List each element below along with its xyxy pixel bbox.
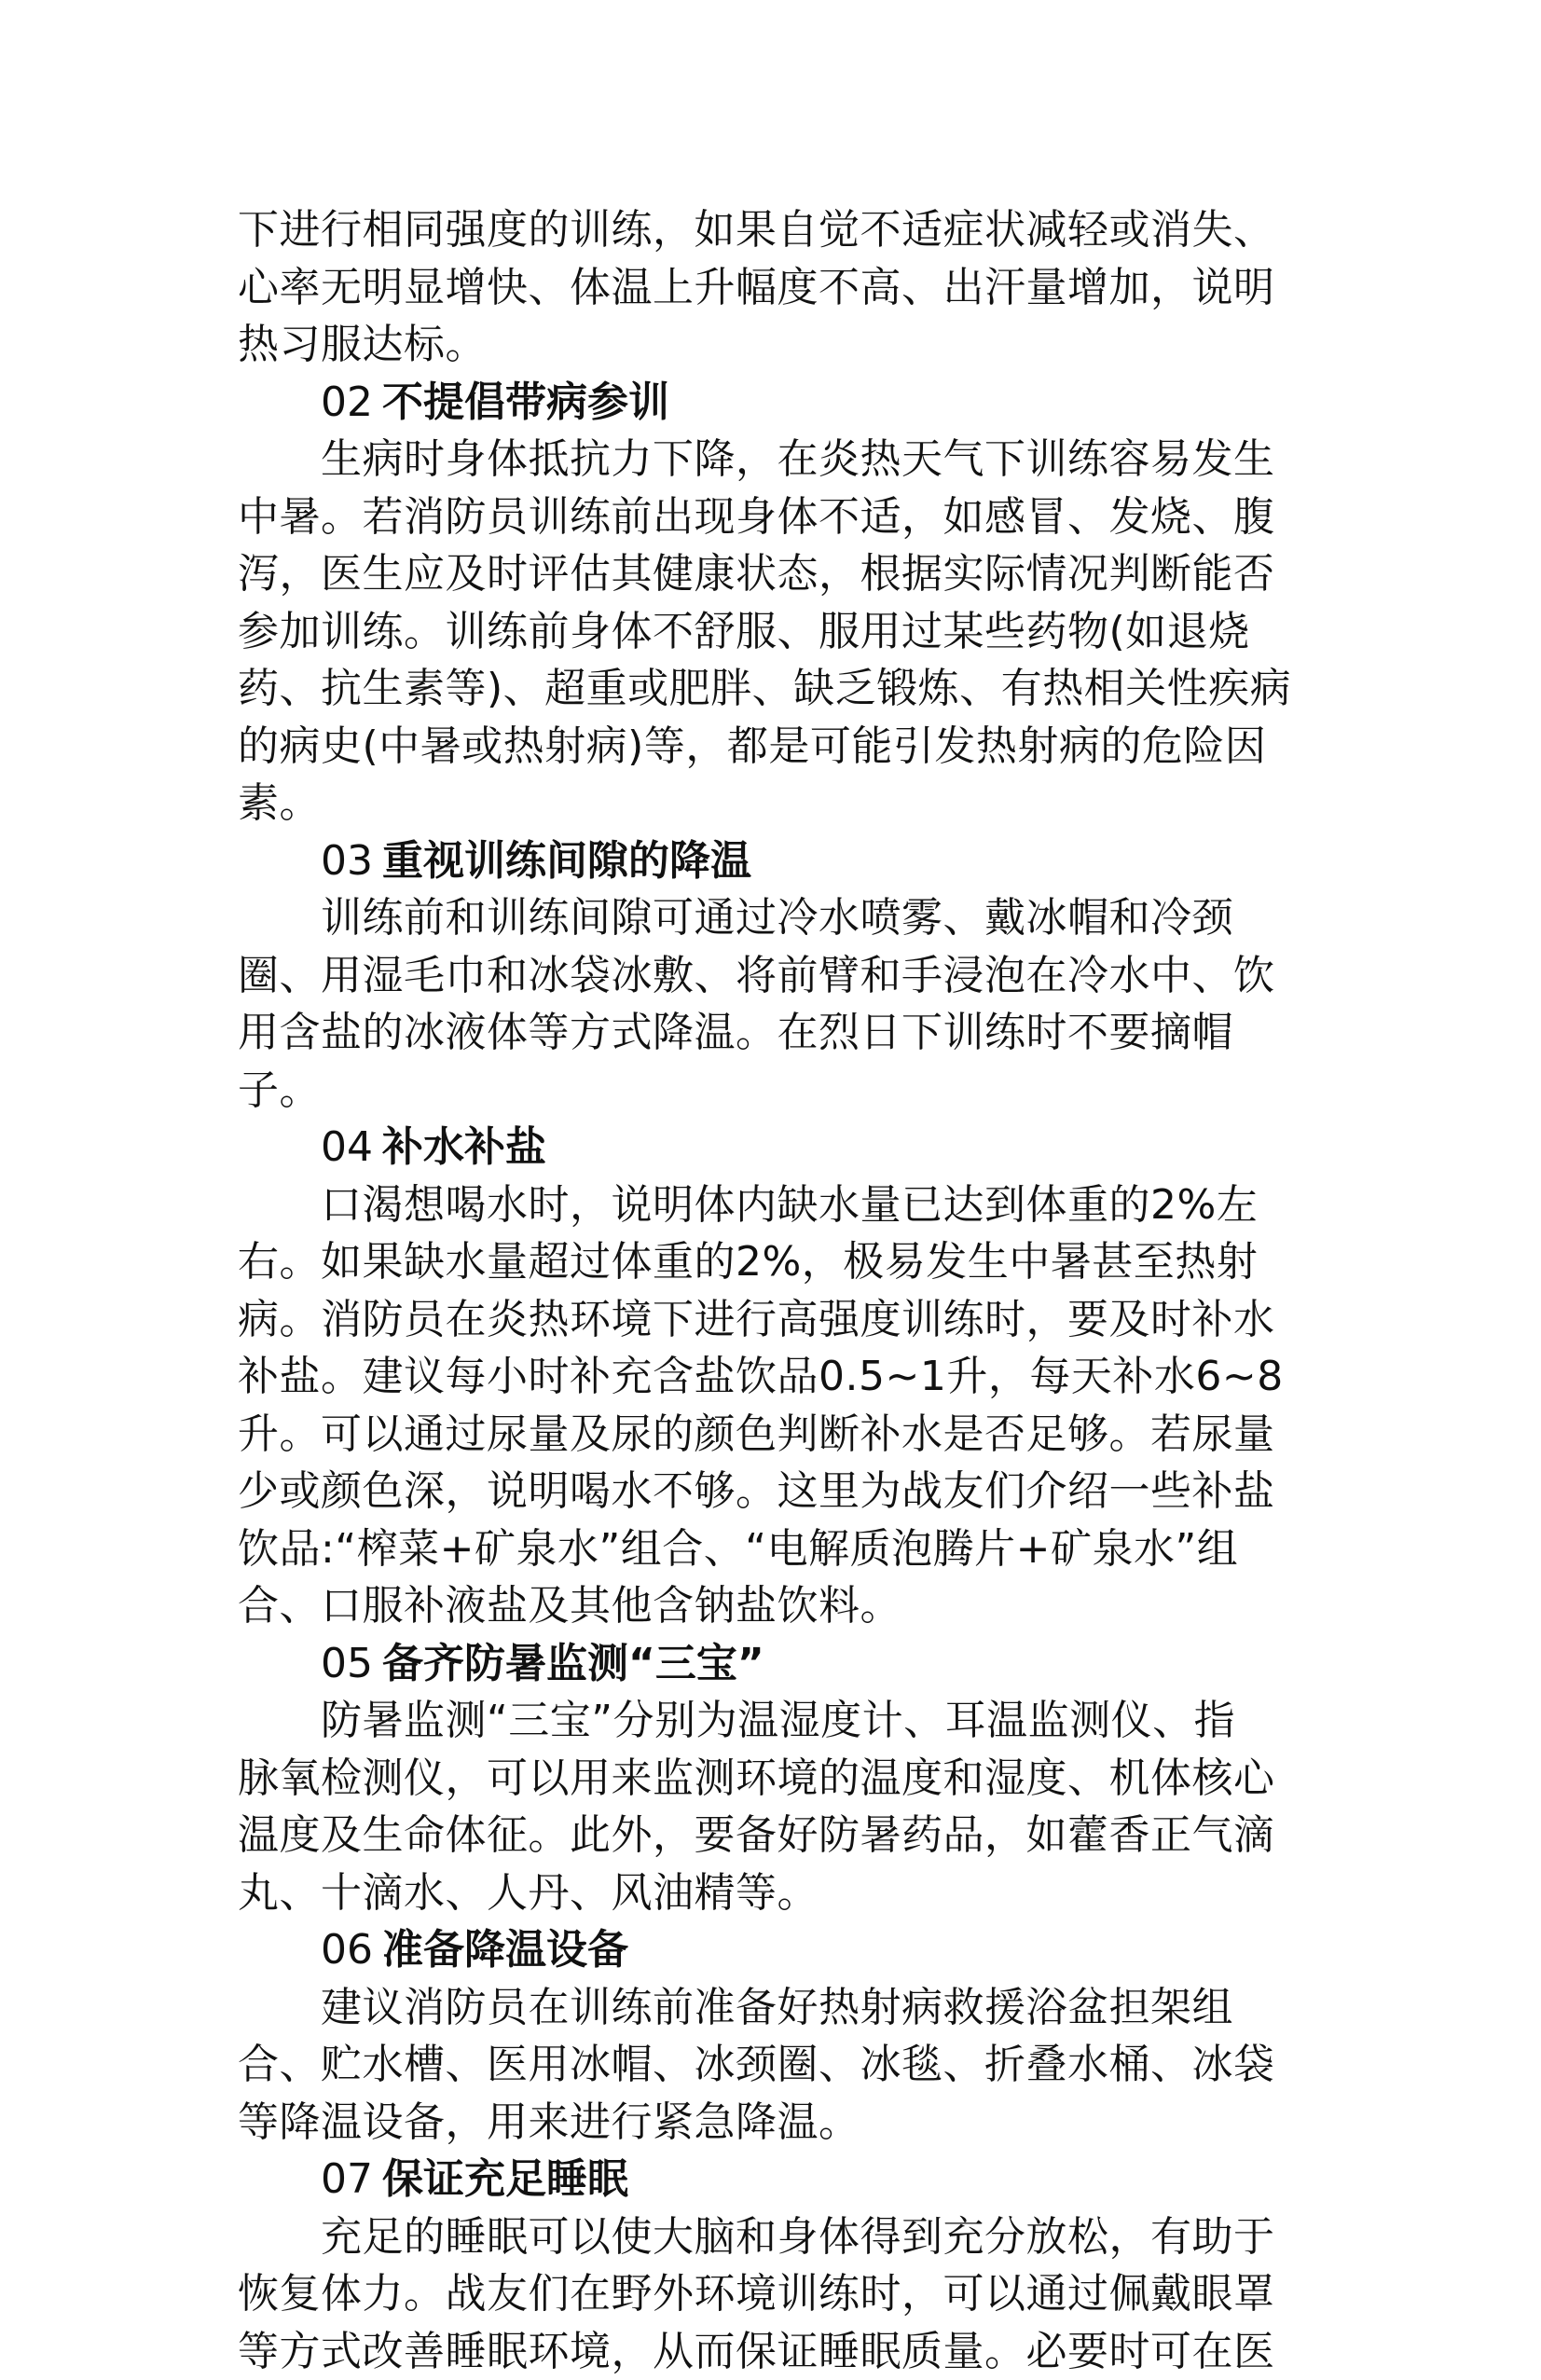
section-title: 不提倡带病参训	[382, 378, 669, 426]
section-heading	[238, 832, 1310, 890]
paragraph-line: 圈、用湿毛巾和冰袋冰敷、将前臂和手浸泡在冷水中、饮	[238, 947, 1310, 1005]
section-title: 补水补盐	[382, 1123, 546, 1171]
paragraph-line: 饮品:“榨菜+矿泉水”组合、“电解质泡腾片+矿泉水”组	[238, 1520, 1310, 1578]
paragraph-line: 升。可以通过尿量及尿的颜色判断补水是否足够。若尿量	[238, 1406, 1310, 1464]
paragraph-line: 等方式改善睡眠环境，从而保证睡眠质量。必要时可在医	[238, 2323, 1310, 2380]
paragraph-line: 建议消防员在训练前准备好热射病救援浴盆担架组	[238, 1979, 1310, 2037]
section-heading	[238, 374, 1310, 432]
paragraph-line: 生病时身体抵抗力下降，在炎热天气下训练容易发生	[238, 431, 1310, 488]
intro-paragraph	[238, 201, 1310, 374]
section-number: 04	[321, 1123, 373, 1171]
paragraph-line: 等降温设备，用来进行紧急降温。	[238, 2094, 1310, 2152]
paragraph-line: 泻，医生应及时评估其健康状态，根据实际情况判断能否	[238, 545, 1310, 603]
paragraph-line: 右。如果缺水量超过体重的2%，极易发生中暑甚至热射	[238, 1233, 1310, 1291]
section-number: 07	[321, 2155, 373, 2203]
paragraph-line: 子。	[238, 1062, 1310, 1120]
section-number: 03	[321, 837, 373, 885]
paragraph-line: 素。	[238, 775, 1310, 832]
paragraph-line: 病。消防员在炎热环境下进行高强度训练时，要及时补水	[238, 1291, 1310, 1349]
paragraph-line: 用含盐的冰液体等方式降温。在烈日下训练时不要摘帽	[238, 1004, 1310, 1062]
paragraph-line: 参加训练。训练前身体不舒服、服用过某些药物(如退烧	[238, 603, 1310, 661]
section-title: 准备降温设备	[382, 1926, 628, 1974]
paragraph-line: 下进行相同强度的训练，如果自觉不适症状减轻或消失、	[238, 201, 1310, 259]
paragraph-line: 药、抗生素等)、超重或肥胖、缺乏锻炼、有热相关性疾病	[238, 660, 1310, 718]
section-04	[238, 1119, 1310, 1635]
paragraph-line: 脉氧检测仪，可以用来监测环境的温度和湿度、机体核心	[238, 1750, 1310, 1808]
paragraph-line: 训练前和训练间隙可通过冷水喷雾、戴冰帽和冷颈	[238, 889, 1310, 947]
section-title: 保证充足睡眠	[382, 2155, 628, 2203]
section-05	[238, 1635, 1310, 1922]
paragraph-line: 热习服达标。	[238, 316, 1310, 374]
paragraph-line: 少或颜色深，说明喝水不够。这里为战友们介绍一些补盐	[238, 1463, 1310, 1520]
paragraph-line: 丸、十滴水、人丹、风油精等。	[238, 1864, 1310, 1922]
section-heading	[238, 2151, 1310, 2208]
section-heading	[238, 1635, 1310, 1693]
paragraph-line: 合、口服补液盐及其他含钠盐饮料。	[238, 1577, 1310, 1635]
paragraph-line: 充足的睡眠可以使大脑和身体得到充分放松，有助于	[238, 2208, 1310, 2266]
section-number: 02	[321, 378, 373, 426]
paragraph-line: 温度及生命体征。此外，要备好防暑药品，如藿香正气滴	[238, 1807, 1310, 1864]
section-02	[238, 374, 1310, 832]
section-title: 重视训练间隙的降温	[382, 837, 751, 885]
paragraph-line: 补盐。建议每小时补充含盐饮品0.5~1升，每天补水6~8	[238, 1348, 1310, 1406]
section-03	[238, 832, 1310, 1120]
section-06	[238, 1921, 1310, 2151]
paragraph-line: 心率无明显增快、体温上升幅度不高、出汗量增加，说明	[238, 259, 1310, 317]
document-body	[238, 201, 1310, 2380]
section-heading	[238, 1119, 1310, 1176]
section-number: 06	[321, 1926, 373, 1974]
paragraph-line: 合、贮水槽、医用冰帽、冰颈圈、冰毯、折叠水桶、冰袋	[238, 2036, 1310, 2094]
section-title: 备齐防暑监测“三宝”	[382, 1640, 764, 1687]
paragraph-line: 中暑。若消防员训练前出现身体不适，如感冒、发烧、腹	[238, 488, 1310, 546]
paragraph-line: 防暑监测“三宝”分别为温湿度计、耳温监测仪、指	[238, 1692, 1310, 1750]
paragraph-line: 恢复体力。战友们在野外环境训练时，可以通过佩戴眼罩	[238, 2265, 1310, 2323]
paragraph-line: 的病史(中暑或热射病)等，都是可能引发热射病的危险因	[238, 718, 1310, 776]
section-heading	[238, 1921, 1310, 1979]
paragraph-line: 口渴想喝水时，说明体内缺水量已达到体重的2%左	[238, 1176, 1310, 1234]
section-number: 05	[321, 1640, 373, 1687]
section-07	[238, 2151, 1310, 2380]
